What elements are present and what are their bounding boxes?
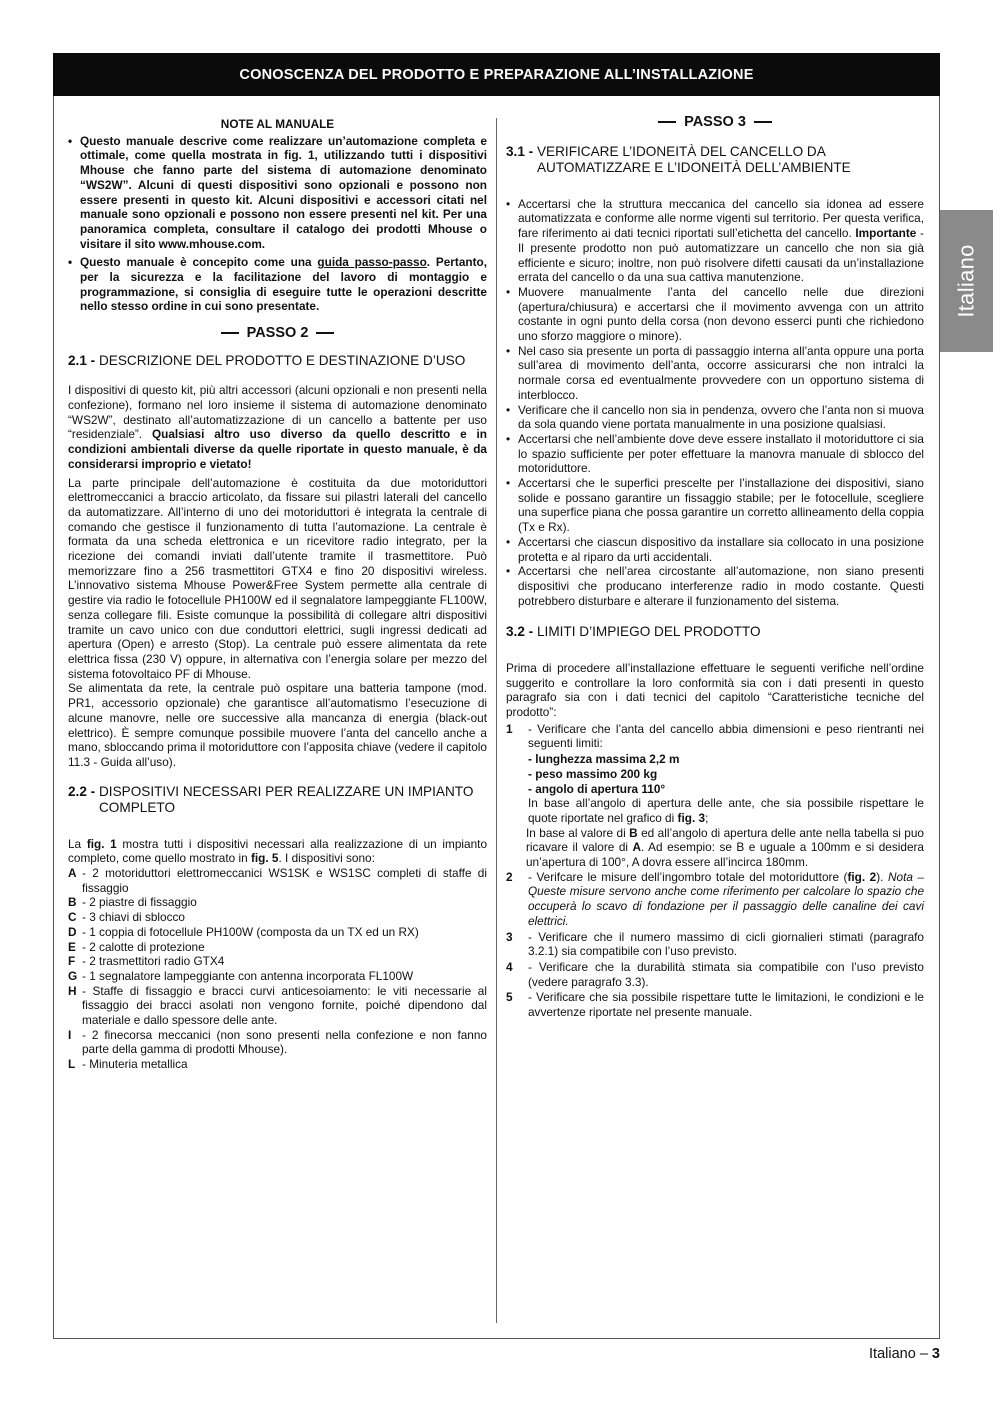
device-item: F - 2 trasmettitori radio GTX4 bbox=[68, 954, 225, 969]
check-item: • Muovere manualmente l’anta del cancello nelle due direzioni (apertura/chiusura) e accertarsi che il movimento avvenga con un attrito costante in ogni punto della corsa (non devono esserci punti che richiedono uno sforzo maggiore o minore). bbox=[506, 284, 924, 344]
footer-label: Italiano – bbox=[869, 1346, 932, 1362]
page-number: 3 bbox=[931, 1346, 940, 1362]
limit-item: - angolo di apertura 110° bbox=[528, 781, 666, 796]
step-3-heading: PASSO 3 bbox=[506, 115, 924, 130]
check-item: • Verificare che il cancello non sia in pendenza, ovvero che l’anta non si muova da sola quando viene portata manualmente in una posizione qualsiasi. bbox=[506, 402, 924, 432]
step-item: 4 - Verificare che la durabilità stimata sia compatibile con l’uso previsto (vedere paragrafo 3.3). bbox=[506, 959, 924, 989]
device-item: E - 2 calotte di protezione bbox=[68, 939, 205, 954]
section-2-1-p2: La parte principale dell’automazione è costituita da due motoriduttori elettromeccanici a braccio articolato, da fissare sui pilastri laterali del cancello da automatizzare. All’interno di uno dei motoriduttori è integrata la centrale di comando che gestisce il funzionamento di tutta l’automazione. La centrale è formata da una scheda elettronica e un ricevitore radio integrato, per la ricezione dei comandi inviati dall’utente tramite il trasmettitore. Può memorizzare fino a 256 trasmettitori GTX4 e fino 20 dispositivi wireless. L’innovativo sistema Mhouse Power&Free System permette alla centrale di gestire via radio le fotocellule PH100W ed il segnalatore lampeggiante FL100W, senza collegare fili. Esiste comunque la possibilità di collegare altri dispositivi tramite un cavo unico con due conduttori elettrici, sugli ingressi dedicati ad apertura (Open) e arresto (Stop). La centrale può essere alimentata da rete elettrica fissa (230 V) oppure, in alternativa con l’energia solare per mezzo del sistema fotovoltaico PF di Mhouse. bbox=[68, 475, 487, 681]
check-item: • Accertarsi che ciascun dispositivo da installare sia collocato in una posizione protetta e al riparo da urti accidentali. bbox=[506, 534, 924, 564]
section-3-2-intro: Prima di procedere all’installazione effettuare le seguenti verifiche nell’ordine suggerito e controllare la loro conformità sia con i dati presenti in questo paragrafo sia con i dati tecnici del capitolo “Caratteristiche tecniche del prodotto”: bbox=[506, 660, 924, 719]
step-2-heading: PASSO 2 bbox=[68, 326, 487, 341]
device-item: C - 3 chiavi di sblocco bbox=[68, 910, 185, 925]
dash-right bbox=[316, 332, 334, 334]
section-2-1-p1: I dispositivi di questo kit, più altri accessori (alcuni opzionali e non presenti nella confezione), formano nel loro insieme il sistema di automazione denominato “WS2W”, destinato all’automatizzazione di un cancello a battente per uso “residenziale”. Qualsiasi altro uso diverso da quello descritto e in condizioni ambientali diverse da quelle riportate in questo manuale, è da considerarsi improprio e vietato! bbox=[68, 383, 487, 471]
notes-title: NOTE AL MANUALE bbox=[220, 117, 335, 131]
device-item: L - Minuteria metallica bbox=[68, 1057, 188, 1072]
notes-list bbox=[68, 134, 487, 314]
limit-item: - lunghezza massima 2,2 m bbox=[528, 752, 680, 767]
device-item: A - 2 motoriduttori elettromeccanici WS1SK e WS1SC completi di staffe di fissaggio bbox=[68, 866, 487, 895]
section-3-2-heading: 3.2 - LIMITI D’IMPIEGO DEL PRODOTTO bbox=[506, 624, 761, 640]
step-item: 1 - Verificare che l’anta del cancello abbia dimensioni e peso rientranti nei seguenti limiti: bbox=[506, 721, 924, 751]
device-item: B - 2 piastre di fissaggio bbox=[68, 895, 197, 910]
note-item: • Questo manuale è concepito come una guida passo-passo. Pertanto, per la sicurezza e la facilitazione del lavoro di montaggio e programmazione, si consiglia di eseguire tutte le operazioni descritte nello stesso ordine in cui sono presentate. bbox=[68, 255, 488, 314]
checks-list bbox=[506, 197, 924, 609]
step-item: 2 - Verifcare le misure dell’ingombro totale del motoriduttore (fig. 2). Nota – Queste misure servono anche come riferimento per calcolare lo spazio che occuperà lo scavo di fondazione per il passaggio delle canaline dei cavi elettrici. bbox=[506, 869, 924, 928]
note-item: • Questo manuale descrive come realizzare un’automazione completa e ottimale, come quella mostrata in fig. 1, utilizzando tutti i dispositivi Mhouse che fanno parte del sistema di automazione denominato “WS2W”. Alcuni di questi dispositivi sono opzionali e possono non essere presenti in questo kit. Alcuni dispositivi e accessori citati nel manuale sono opzionali e possono non essere presenti nel kit. Per una panoramica completa, consultare il catalogo dei prodotti Mhouse o visitare il sito www.mhouse.com. bbox=[68, 133, 487, 251]
section-2-1-heading: 2.1 - DESCRIZIONE DEL PRODOTTO E DESTINAZIONE D’USO bbox=[68, 352, 466, 368]
section-2-2-heading: 2.2 - DISPOSITIVI NECESSARI PER REALIZZARE UN IMPIANTO COMPLETO bbox=[68, 783, 474, 816]
check-item: • Accertarsi che nell’ambiente dove deve essere installato il motoriduttore ci sia lo spazio sufficiente per poter effettuare la manovra manuale di sblocco del motoriduttore. bbox=[506, 431, 924, 476]
device-item: H - Staffe di fissaggio e bracci curvi anticesoiamento: le viti necessarie al fissaggio dei bracci asolati non vengono fornite, poiché dipendono dal materiale e dallo spessore delle ante. bbox=[68, 983, 487, 1028]
language-tab-label: Italiano bbox=[953, 244, 979, 318]
dash-left bbox=[221, 332, 239, 334]
right-column bbox=[506, 115, 924, 1021]
left-column bbox=[68, 115, 487, 1072]
limit-item: - peso massimo 200 kg bbox=[528, 766, 658, 781]
check-item: • Accertarsi che la struttura meccanica del cancello sia idonea ad essere automatizzata e conforme alle norme vigenti sul territorio. Per questa verifica, fare riferimento ai dati tecnici riportati sull’etichetta del cancello. Importante - Il presente prodotto non può automatizzare un cancello che non sia già efficiente e sicuro; inoltre, non può risolvere difetti causati da un’installazione errata del cancello o da una sua cattiva manutenzione. bbox=[506, 196, 924, 285]
section-2-2-intro: La fig. 1 mostra tutti i dispositivi necessari alla realizzazione di un impianto completo, come quello mostrato in fig. 5. I dispositivi sono: bbox=[68, 836, 487, 866]
device-item: G - 1 segnalatore lampeggiante con antenna incorporata FL100W bbox=[68, 968, 414, 983]
check-item: • Nel caso sia presente un porta di passaggio interna all’anta oppure una porta sull’area di movimento dell’anta, occorre assicurarsi che non intralci la normale corsa ed eventualmente provvedere con un opportuno sistema di interblocco. bbox=[506, 343, 924, 402]
dash-left bbox=[658, 121, 676, 123]
page-header bbox=[53, 53, 940, 96]
step-item: 3 - Verificare che il numero massimo di cicli giornalieri stimati (paragrafo 3.2.1) sia compatibile con l’uso previsto. bbox=[506, 929, 924, 959]
section-2-1-p3: Se alimentata da rete, la centrale può ospitare una batteria tampone (mod. PR1, accessorio opzionale) che garantisce all’automatismo l’esecuzione di alcune manovre, nelle ore successive alla mancanza di energia (black-out elettrico). È sempre comunque possibile muovere l’anta del cancello anche a mano, sbloccando prima il motoriduttore con l’apposita chiave (vedere il capitolo 11.3 - Guida all’uso). bbox=[68, 681, 487, 769]
devices-list bbox=[68, 866, 487, 1072]
section-3-1-heading: 3.1 - VERIFICARE L’IDONEITÀ DEL CANCELLO DA AUTOMATIZZARE E L’IDONEITÀ DELL’AMBIENTE bbox=[506, 143, 851, 176]
device-item: I - 2 finecorsa meccanici (non sono presenti nella confezione e non fanno parte della gamma di prodotti Mhouse). bbox=[68, 1027, 487, 1057]
column-divider bbox=[496, 118, 497, 1323]
language-tab bbox=[940, 210, 993, 352]
header-title: CONOSCENZA DEL PRODOTTO E PREPARAZIONE ALL’INSTALLAZIONE bbox=[239, 66, 754, 83]
step-item: 5 - Verificare che sia possibile rispettare tutte le limitazioni, le condizioni e le avvertenze riportate nel presente manuale. bbox=[506, 990, 924, 1020]
dash-right bbox=[754, 121, 772, 123]
device-item: D - 1 coppia di fotocellule PH100W (composta da un TX ed un RX) bbox=[68, 924, 419, 939]
note-link: guida passo-passo bbox=[317, 255, 427, 270]
check-item: • Accertarsi che le superfici prescelte per l’installazione dei dispositivi, siano solide e possano garantire un fissaggio stabile; per le fotocellule, scegliere una superfice piana che possa garantire un corretto allineamento della coppia (Tx e Rx). bbox=[506, 476, 924, 535]
step-note: In base al valore di B ed all’angolo di apertura delle ante nella tabella si puo ricavare il valore di A. Ad esempio: se B e uguale a 100mm e si desidera un’apertura di 100°, A dovra essere all’incirca 180mm. bbox=[526, 825, 924, 870]
check-item: • Accertarsi che nell’area circostante all’automazione, non siano presenti dispositivi che producano interferenze radio in modo costante. Questi potrebbero disturbare e alterare il funzionamento del sistema. bbox=[506, 564, 924, 608]
page-footer bbox=[869, 1346, 940, 1362]
step-note: In base all’angolo di apertura delle ante, che sia possibile rispettare le quote riportate nel grafico di fig. 3; bbox=[528, 796, 924, 825]
verification-steps bbox=[506, 722, 924, 1020]
